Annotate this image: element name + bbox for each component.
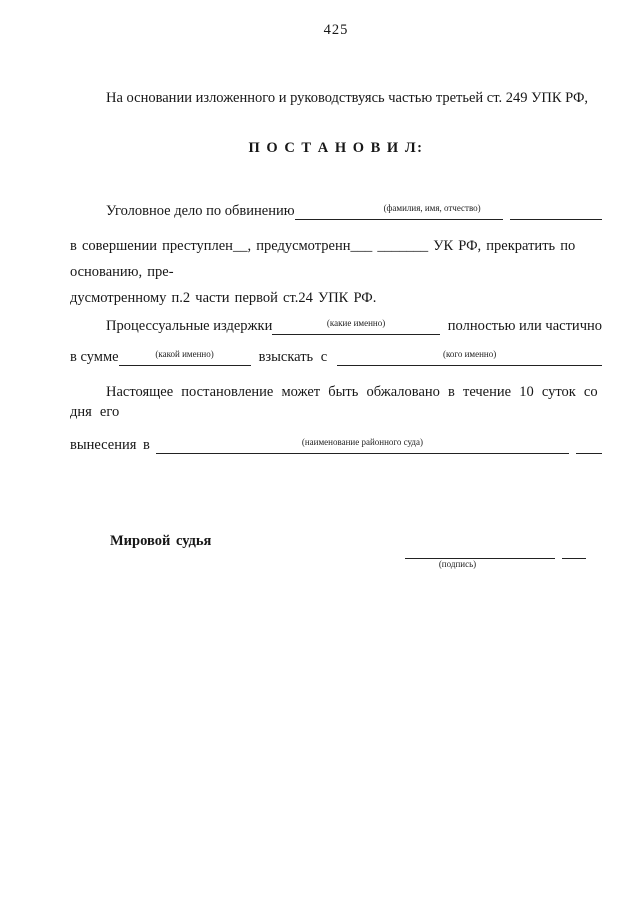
judge-label: Мировой судья	[110, 533, 212, 549]
blank-signature	[405, 558, 555, 569]
signature-caption: (подпись)	[438, 559, 477, 569]
sum-label: в сумме	[70, 349, 119, 365]
collect-label: взыскать с	[258, 349, 328, 365]
costs-tail-label: полностью или частично	[447, 318, 602, 334]
blank-court-name-tail	[576, 436, 602, 454]
resolution-heading: П О С Т А Н О В И Л:	[248, 140, 424, 156]
blank-full-name-tail	[510, 202, 602, 220]
case-line	[70, 202, 602, 220]
appeal-paragraph: Настоящее постановление может быть обжаловано в течение 10 суток со дня его	[70, 384, 598, 420]
court-name-caption: (наименование районного суда)	[301, 437, 424, 447]
costs-line	[70, 317, 602, 335]
region-line	[70, 436, 602, 454]
region-label: вынесения в	[70, 437, 150, 453]
sum-line	[70, 348, 602, 366]
blank-signature-tail	[562, 558, 586, 559]
blank-sum	[119, 348, 251, 366]
crime-line: в совершении преступлен__, предусмотренн___ _______ УК РФ, прекратить по основанию, пре-	[70, 238, 576, 280]
full-name-caption: (фамилия, имя, отчество)	[383, 203, 481, 213]
case-label: Уголовное дело по обвинению	[106, 203, 295, 219]
intro-paragraph: На основании изложенного и руководствуясь частью третьей ст. 249 УПК РФ,	[106, 90, 589, 106]
blank-full-name	[295, 202, 503, 220]
signature-line	[70, 558, 602, 569]
costs-label: Процессуальные издержки	[106, 318, 273, 334]
grounds-line: дусмотренному п.2 части первой ст.24 УПК РФ.	[70, 290, 377, 306]
collect-caption: (кого именно)	[442, 349, 497, 359]
page-number: 425	[323, 22, 349, 38]
blank-court-name	[156, 436, 569, 454]
costs-caption: (какие именно)	[326, 318, 386, 328]
blank-costs	[272, 317, 439, 335]
blank-collect-from	[337, 348, 602, 366]
sum-caption: (какой именно)	[155, 349, 214, 359]
